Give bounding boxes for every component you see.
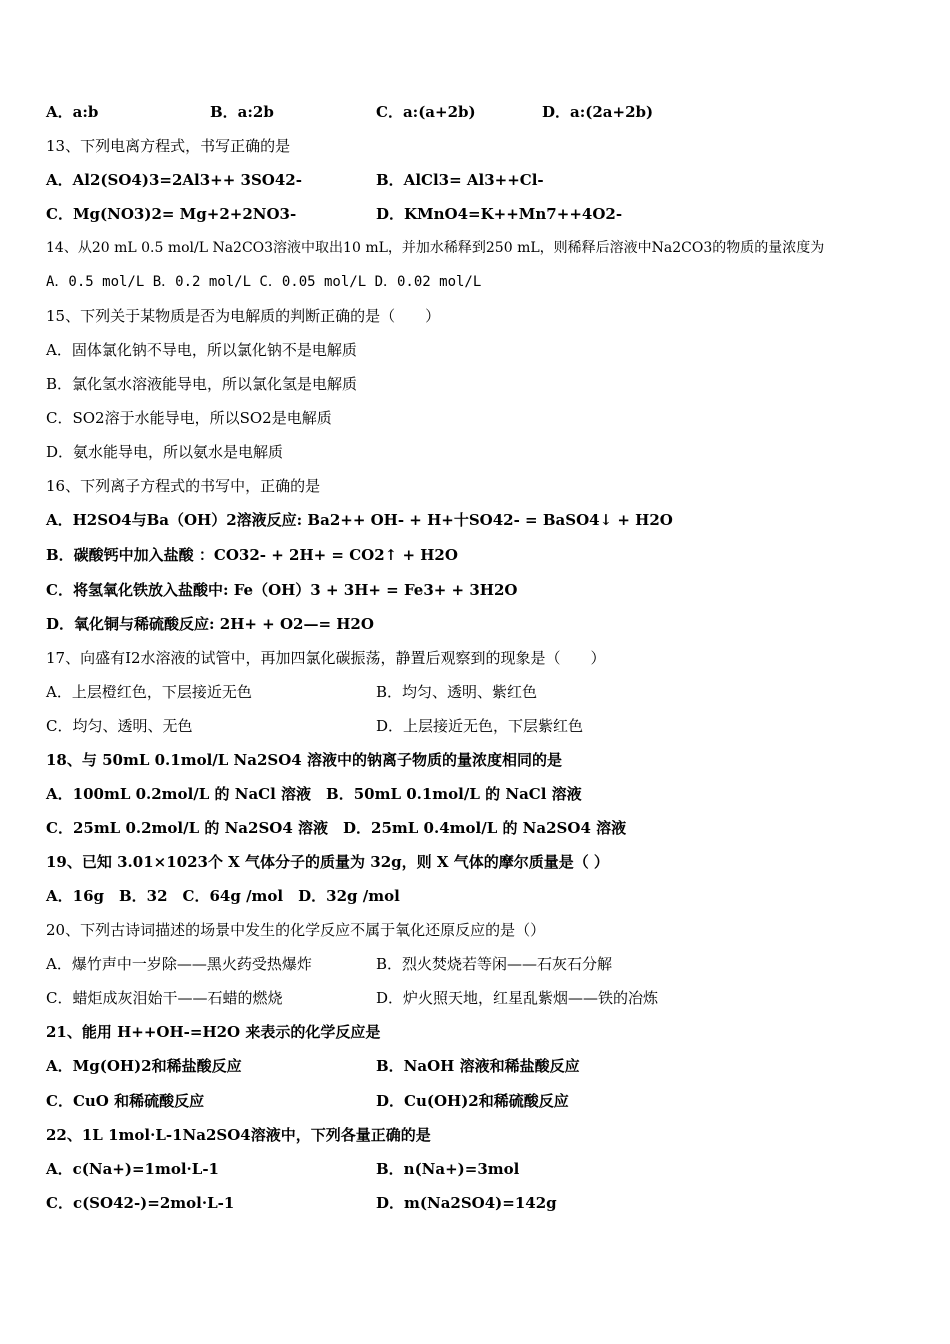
q18-options-ab: A．100mL 0.2mol/L 的 NaCl 溶液 B．50mL 0.1mol/L 的 NaCl 溶液 [46, 785, 582, 803]
q13-option-c: C．Mg(NO3)2= Mg+2+2NO3- [46, 205, 297, 223]
q22-option-b: B．n(Na+)=3mol [376, 1160, 520, 1178]
q12-option-b: B．a:2b [210, 103, 274, 121]
q17-stem: 17、向盛有I2水溶液的试管中，再加四氯化碳振荡，静置后观察到的现象是（ ） [46, 649, 606, 667]
q20-stem: 20、下列古诗词描述的场景中发生的化学反应不属于氧化还原反应的是（） [46, 921, 546, 939]
q14-options: A．0.5 mol/L B．0.2 mol/L C．0.05 mol/L D．0.02 mol/L [46, 274, 482, 290]
q19-stem: 19、已知 3.01×1023个 X 气体分子的质量为 32g，则 X 气体的摩尔质量是（ ） [46, 853, 609, 871]
q22-option-c: C．c(SO42-)=2mol·L-1 [46, 1194, 235, 1212]
q13-option-b: B．AlCl3= Al3++Cl- [376, 171, 544, 189]
q18-stem: 18、与 50mL 0.1mol/L Na2SO4 溶液中的钠离子物质的量浓度相同的是 [46, 751, 562, 769]
q22-stem: 22、1L 1mol·L-1Na2SO4溶液中，下列各量正确的是 [46, 1126, 431, 1144]
q15-option-b: B．氯化氢水溶液能导电，所以氯化氢是电解质 [46, 375, 358, 393]
q13-option-a: A．Al2(SO4)3=2Al3++ 3SO42- [46, 171, 302, 189]
q15-option-d: D．氨水能导电，所以氨水是电解质 [46, 443, 284, 461]
q20-option-a: A．爆竹声中一岁除——黑火药受热爆炸 [46, 955, 312, 973]
q16-option-b: B．碳酸钙中加入盐酸 ：CO32- + 2H+ = CO2↑ + H2O [46, 546, 458, 564]
q12-option-c: C．a:(a+2b) [376, 103, 476, 121]
q14-stem: 14、从20 mL 0.5 mol/L Na2CO3溶液中取出10 mL，并加水稀释到250 mL，则稀释后溶液中Na2CO3的物质的量浓度为 [46, 240, 825, 256]
q17-option-a: A．上层橙红色，下层接近无色 [46, 683, 252, 701]
q15-option-a: A．固体氯化钠不导电，所以氯化钠不是电解质 [46, 341, 357, 359]
q16-option-a: A．H2SO4与Ba（OH）2溶液反应: Ba2++ OH- + H+十SO42- = BaSO4↓ + H2O [46, 511, 673, 529]
q21-option-b: B．NaOH 溶液和稀盐酸反应 [376, 1057, 580, 1075]
q21-option-d: D．Cu(OH)2和稀硫酸反应 [376, 1092, 569, 1110]
q16-stem: 16、下列离子方程式的书写中，正确的是 [46, 477, 321, 495]
q21-option-c: C．CuO 和稀硫酸反应 [46, 1092, 205, 1110]
q20-option-c: C．蜡炬成灰泪始干——石蜡的燃烧 [46, 989, 283, 1007]
q21-option-a: A．Mg(OH)2和稀盐酸反应 [46, 1057, 242, 1075]
q12-option-d: D．a:(2a+2b) [542, 103, 654, 121]
q13-option-d: D．KMnO4=K++Mn7++4O2- [376, 205, 623, 223]
q18-options-cd: C．25mL 0.2mol/L 的 Na2SO4 溶液 D．25mL 0.4mol/L 的 Na2SO4 溶液 [46, 819, 627, 837]
q17-option-d: D．上层接近无色，下层紫红色 [376, 717, 584, 735]
q22-option-d: D．m(Na2SO4)=142g [376, 1194, 557, 1212]
q16-option-c: C．将氢氧化铁放入盐酸中: Fe（OH）3 + 3H+ = Fe3+ + 3H2O [46, 581, 518, 599]
q12-option-a: A．a:b [46, 103, 99, 121]
q21-stem: 21、能用 H++OH-=H2O 来表示的化学反应是 [46, 1023, 381, 1041]
q20-option-d: D．炉火照天地，红星乱紫烟——铁的冶炼 [376, 989, 659, 1007]
q16-option-d: D．氧化铜与稀硫酸反应: 2H+ + O2—= H2O [46, 615, 374, 633]
q17-option-b: B．均匀、透明、紫红色 [376, 683, 538, 701]
q22-option-a: A．c(Na+)=1mol·L-1 [46, 1160, 219, 1178]
q20-option-b: B．烈火焚烧若等闲——石灰石分解 [376, 955, 613, 973]
q17-option-c: C．均匀、透明、无色 [46, 717, 193, 735]
q15-option-c: C．SO2溶于水能导电，所以SO2是电解质 [46, 409, 332, 427]
q13-stem: 13、下列电离方程式，书写正确的是 [46, 137, 291, 155]
q15-stem: 15、下列关于某物质是否为电解质的判断正确的是（ ） [46, 307, 441, 325]
q19-options: A．16g B．32 C．64g /mol D．32g /mol [46, 887, 400, 905]
